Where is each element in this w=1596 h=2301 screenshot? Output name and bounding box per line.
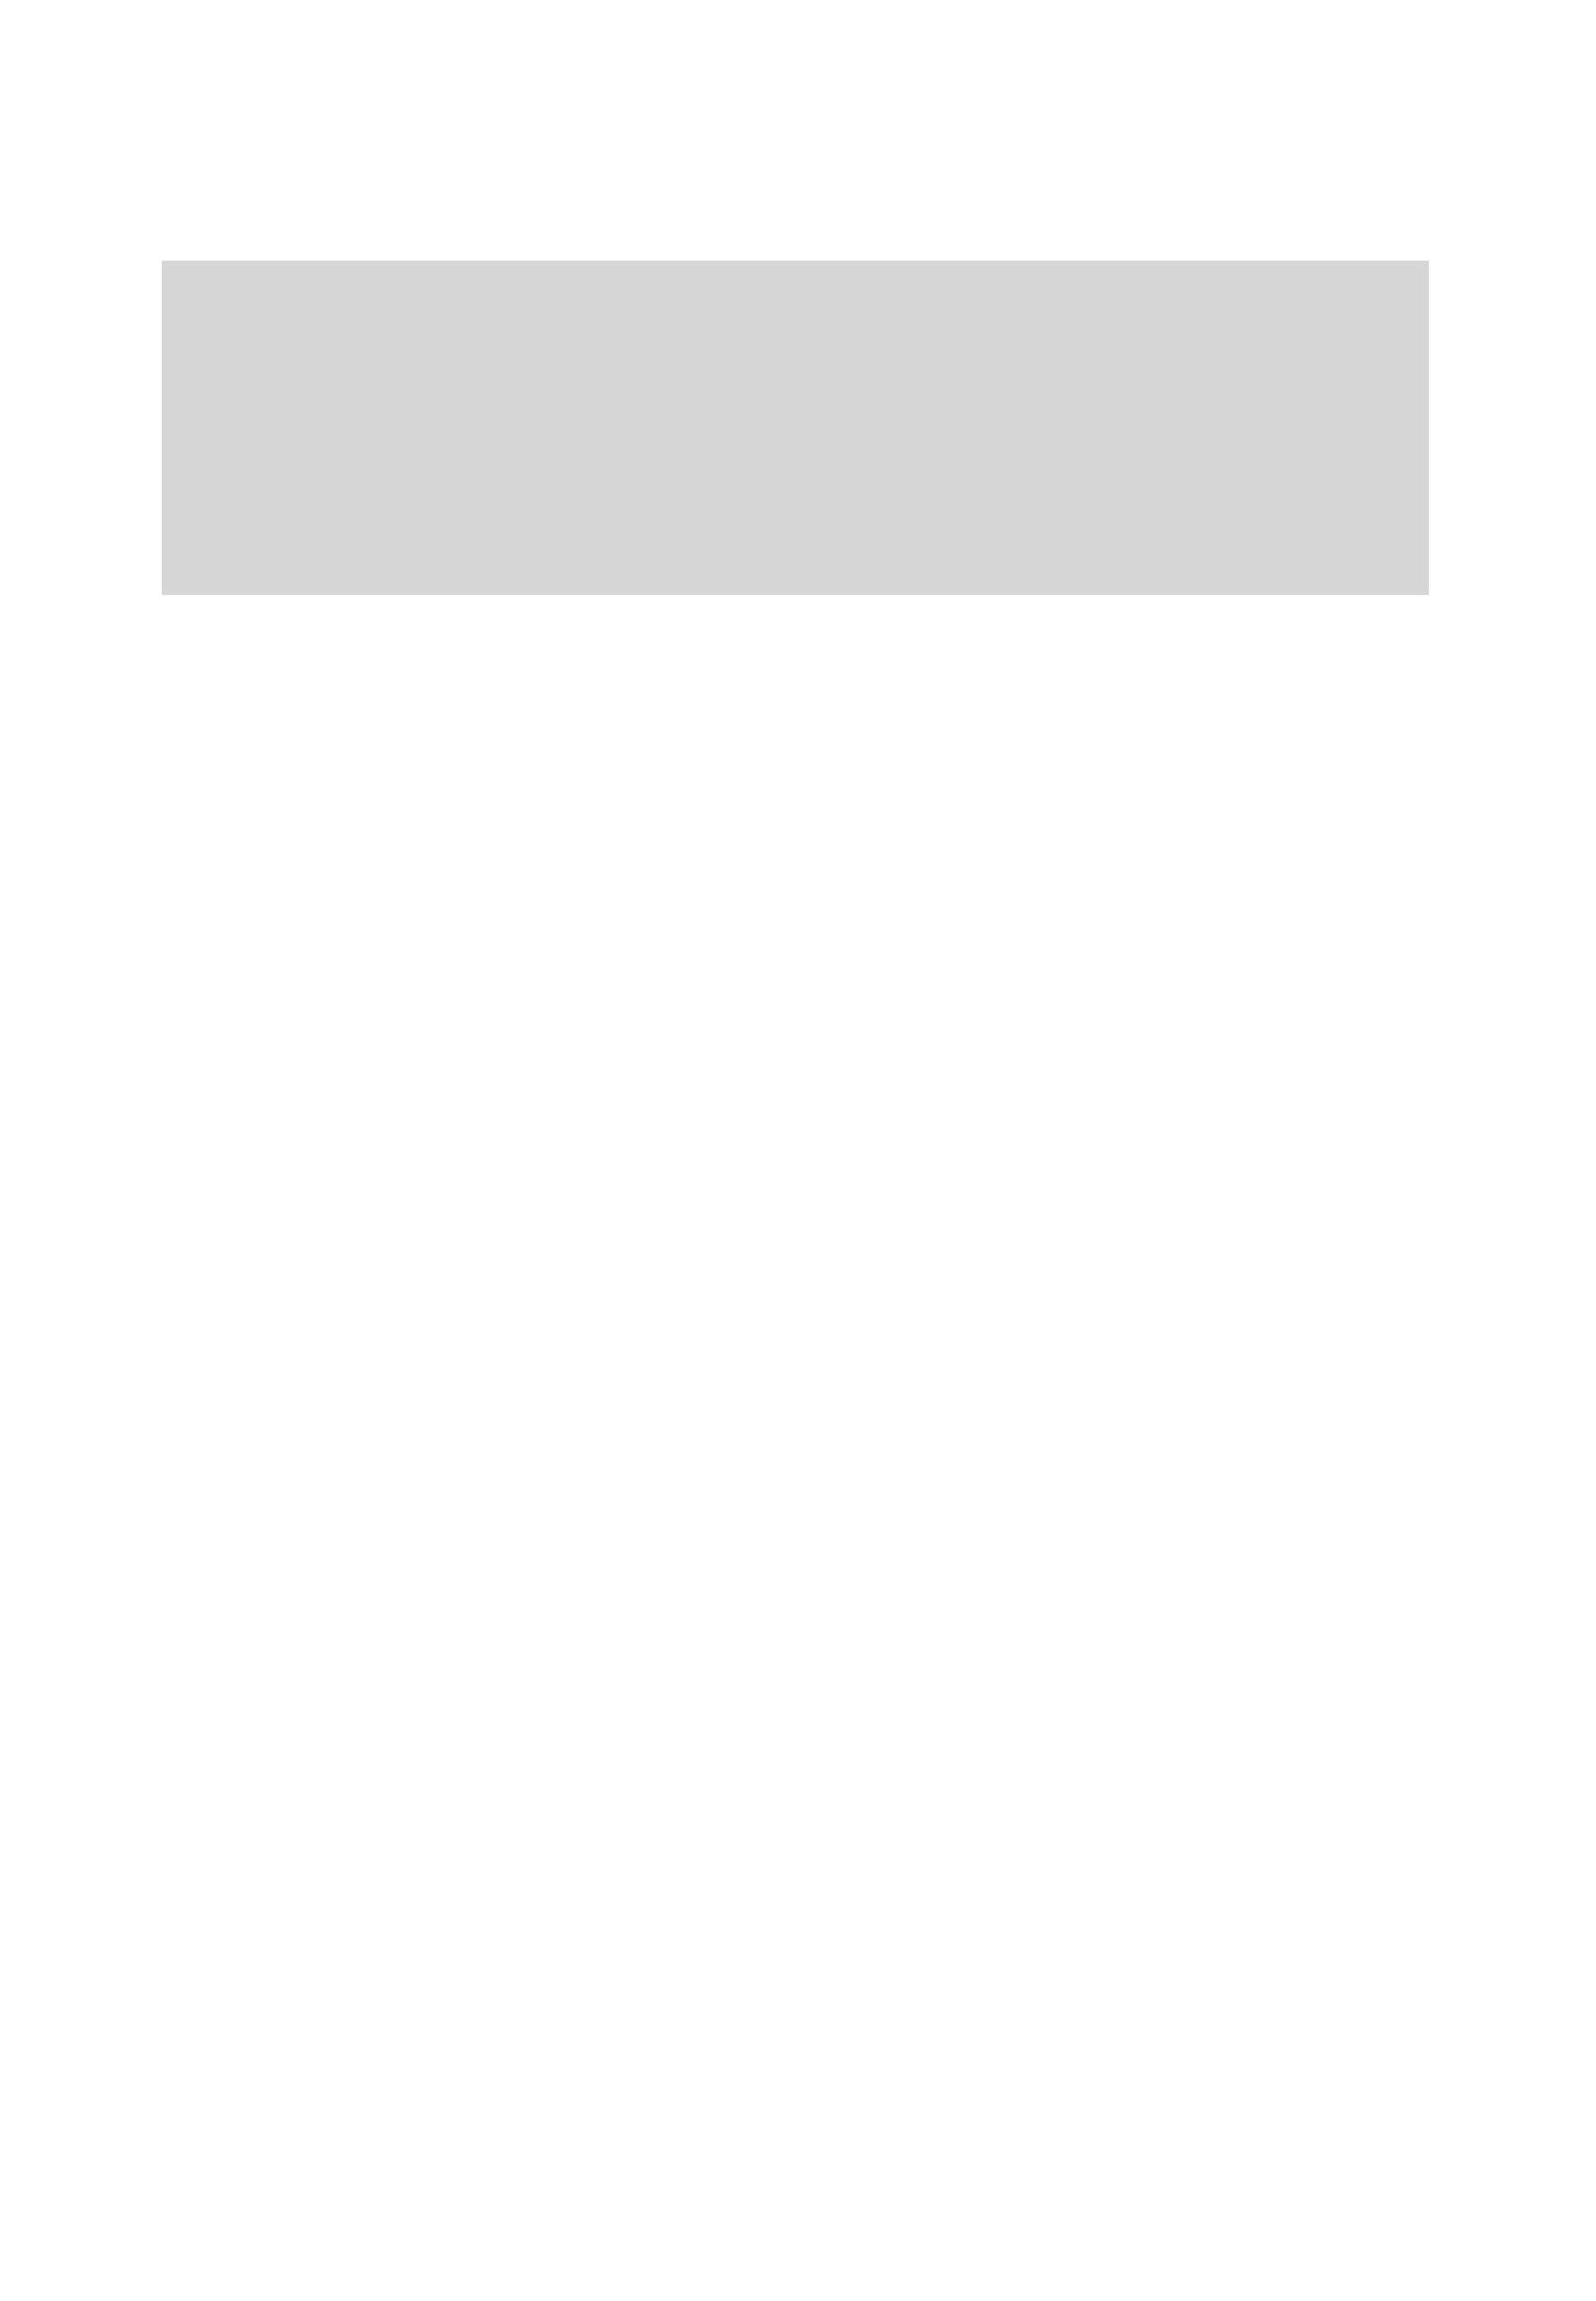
staff-164-1 [0, 692, 1596, 809]
staff-164-3 [0, 1034, 1596, 1150]
staff-165-1 [0, 1465, 1596, 1582]
staff-164-4 [0, 1204, 1596, 1321]
staff-165-4 [0, 1941, 1596, 2058]
staff-165-3 [0, 1784, 1596, 1901]
staff-165-2 [0, 1627, 1596, 1744]
pedal-info-box [162, 261, 1429, 595]
staff-164-2 [0, 863, 1596, 980]
